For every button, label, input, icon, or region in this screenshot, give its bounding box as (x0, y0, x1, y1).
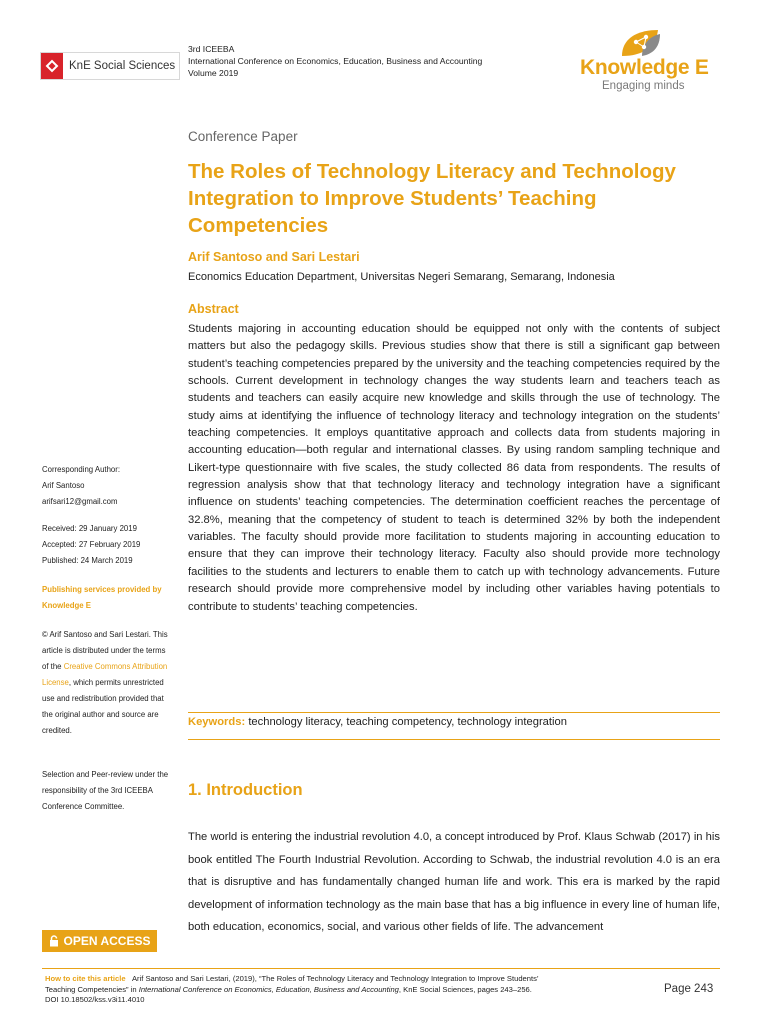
conference-short-name: 3rd ICEEBA (188, 44, 235, 54)
abstract-heading: Abstract (188, 302, 239, 316)
page-number: Page 243 (664, 983, 714, 995)
open-access-label: OPEN ACCESS (63, 934, 151, 948)
citation-line-1 (45, 974, 655, 985)
cite-conference: International Conference on Economics, Education, Business and Accounting (138, 984, 399, 994)
license-link[interactable]: Creative Commons Attribution License (42, 662, 168, 687)
footer-divider (42, 968, 720, 969)
keywords-label: Keywords: (188, 716, 246, 728)
keywords-row (188, 716, 567, 728)
license-block (42, 627, 174, 739)
citation-block (45, 974, 655, 1006)
cite-text-2c: , KnE Social Sciences, pages 243–256. (398, 984, 532, 994)
leaf-network-icon (618, 28, 662, 58)
publisher-tagline: Engaging minds (602, 80, 685, 92)
cite-label: How to cite this article (45, 974, 126, 983)
published-date: Published: 24 March 2019 (42, 556, 133, 565)
doi[interactable]: DOI 10.18502/kss.v3i11.4010 (45, 995, 145, 1005)
cite-text-2a: Teaching Competencies” in (45, 984, 139, 994)
paper-title: The Roles of Technology Literacy and Technology Integration to Improve Students’ Teaching Competencies (188, 160, 676, 237)
conference-info (188, 43, 482, 79)
affiliation: Economics Education Department, Universitas Negeri Semarang, Semarang, Indonesia (188, 271, 615, 283)
corresponding-label: Corresponding Author: (42, 465, 121, 474)
dates-block (42, 521, 174, 569)
knowledge-e-logo (578, 28, 718, 96)
kne-social-sciences-logo (40, 52, 180, 80)
corresponding-author-block (42, 462, 174, 510)
corresponding-email[interactable]: arifsari12@gmail.com (42, 497, 118, 506)
publisher-name: Knowledge E (580, 56, 709, 79)
cite-text-1: Arif Santoso and Sari Lestari, (2019), “The Roles of Technology Literacy and Technology Integration to Improve Students’ (131, 974, 539, 983)
conference-full-name: International Conference on Economics, Education, Business and Accounting (188, 56, 483, 66)
license-text-post: , which permits unrestricted use and redistribution provided that the original author and source are credited. (42, 678, 164, 735)
kne-logo-icon (41, 53, 63, 79)
keywords-text: technology literacy, teaching competency, technology integration (248, 716, 567, 728)
introduction-text: The world is entering the industrial revolution 4.0, a concept introduced by Prof. Klaus Schwab (2017) in his book entitled The Fourth Industrial Revolution. According to Schwab, the industrial revolution 4.0 is an era that is disruptive and has fundamentally changed human life and work. This era is marked by the rapid development of information technology as the main base that has a big influence in every line of human life, both education, economics, social, and various other fields of life. The advancement (188, 831, 720, 934)
publishing-services: Publishing services provided by Knowledge E (42, 585, 162, 610)
citation-line-2 (45, 985, 655, 996)
abstract-text: Students majoring in accounting education should be equipped not only with the contents of subject matters but also the pedagogy skills. Previous studies show that there is still a significant gap between student’s teaching competencies prepared by the university and the teaching competencies required by the schools. Current development in technology changes the way students learn and teachers teach as students and teachers can easily acquire new knowledge and skills through the use of technology. The study aims at identifying the influence of technology literacy and technology integration on the students’ teaching competencies. It employs quantitative approach and collects data from students majoring in accounting education—both regular and international classes. By using random sampling technique and Likert-type questionnaire with five scales, the study collected 86 data from respondents. The results of regression analysis show that that technology literacy and technology integration have a significant influence on students’ teaching competencies. The determination coefficient reaches the percentage of 32.8%, meaning that the competency of student to teach is determined 32% by both the independent variables. The faculty should provide more facilitation to students majoring in accounting education to ensure that they can improve their technology literacy. Faculty also should provide more technology facilities to the students and lecturers to enable them to catch up with technology advancements. Future research should provide more comprehensive model by including other variables having potentials to contribute to students’ teaching competencies. (188, 323, 720, 613)
received-date: Received: 29 January 2019 (42, 524, 137, 533)
authors: Arif Santoso and Sari Lestari (188, 250, 360, 264)
kne-logo-text: KnE Social Sciences (69, 60, 176, 72)
introduction-heading: 1. Introduction (188, 781, 303, 799)
conference-volume: Volume 2019 (188, 68, 239, 78)
corresponding-name: Arif Santoso (42, 481, 85, 490)
accepted-date: Accepted: 27 February 2019 (42, 540, 141, 549)
peer-review-note: Selection and Peer-review under the responsibility of the 3rd ICEEBA Conference Committee. (42, 770, 169, 811)
license-text-pre: © Arif Santoso and Sari Lestari. This article is distributed under the terms of the (42, 630, 168, 671)
lock-icon (49, 935, 59, 947)
article-type: Conference Paper (188, 129, 298, 144)
open-access-badge (42, 930, 157, 952)
